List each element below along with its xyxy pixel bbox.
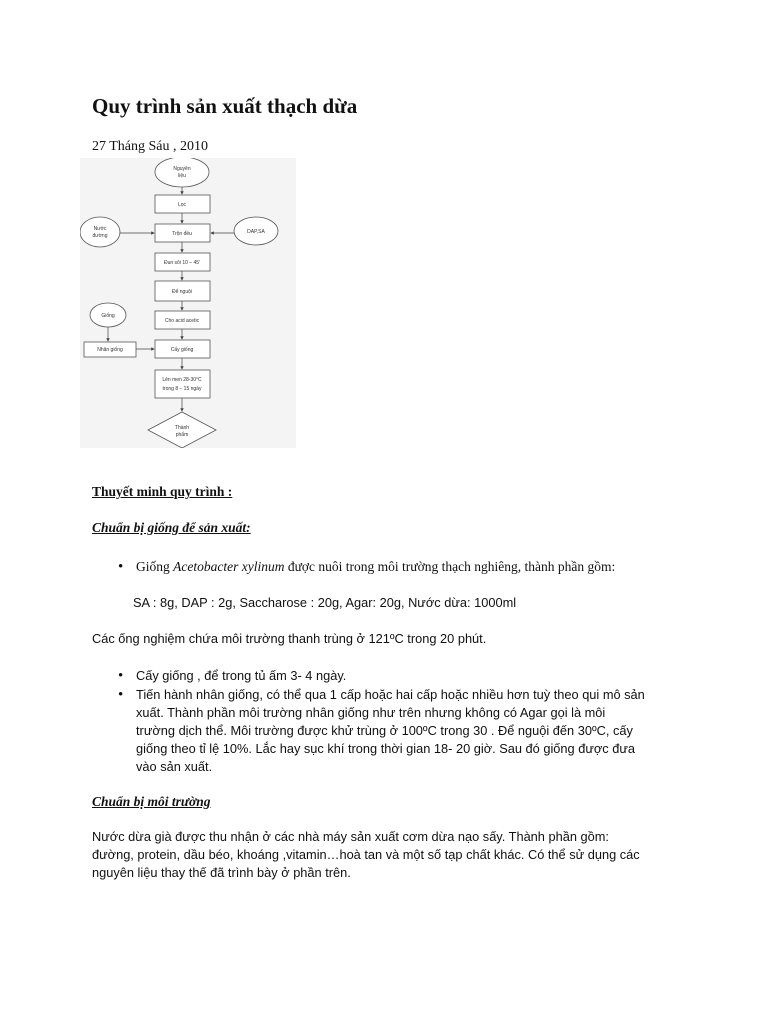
- section-heading-explanation: Thuyết minh quy trình :: [92, 484, 233, 499]
- node-ferment-shape: [155, 370, 210, 398]
- medium-paragraph: [92, 828, 640, 882]
- species-post: được nuôi trong môi trường thạch nghiêng, thành phần gồm:: [284, 559, 616, 574]
- node-acid-label: Cho acid acetic: [164, 318, 200, 324]
- node-ferment-label-2: trong 8 – 15 ngày: [162, 386, 202, 392]
- subheading-medium-prep: Chuẩn bị môi trường: [92, 794, 211, 809]
- medium-line-2: đường, protein, dầu béo, khoáng ,vitamin…hoà tan và một số tạp chất khác. Có thể sử dụng các: [92, 847, 640, 862]
- node-boil-label: Đun sôi 10 – 45': [164, 260, 200, 266]
- process-flowchart: [80, 158, 296, 448]
- sterilize-line: Các ống nghiệm chứa môi trường thanh trùng ở 121ºC trong 20 phút.: [92, 631, 487, 646]
- node-filter-label: Lọc: [177, 202, 187, 208]
- node-ferment-label-1: Lên men 28-30°C: [162, 377, 202, 383]
- bullet-dot-3: •: [118, 687, 124, 703]
- bullet-dot-1: •: [118, 559, 124, 575]
- node-dap-sa-label: DAP,SA: [247, 229, 265, 235]
- bullet-dot-2: •: [118, 668, 124, 684]
- species-name: Acetobacter xylinum: [173, 559, 285, 574]
- composition-line: SA : 8g, DAP : 2g, Saccharose : 20g, Agar: 20g, Nước dừa: 1000ml: [133, 595, 517, 610]
- medium-line-3: nguyên liệu thay thế đã trình bày ở phần trên.: [92, 865, 351, 880]
- subheading-seed-prep: Chuẩn bị giống để sản xuất:: [92, 520, 251, 535]
- publish-date: 27 Tháng Sáu , 2010: [92, 139, 209, 154]
- node-sugar-water-label-1: Nước: [93, 226, 107, 232]
- node-inoculate-label: Cấy giống: [170, 347, 194, 353]
- node-propagation-label: Nhân giống: [97, 347, 123, 353]
- bullet-item-incubate: Cấy giống , để trong tủ ấm 3- 4 ngày.: [136, 668, 347, 683]
- node-mix-label: Trộn đều: [172, 231, 192, 237]
- page-title: Quy trình sản xuất thạch dừa: [92, 94, 358, 118]
- bullet-item-species: [136, 558, 676, 576]
- node-seed-label: Giống: [101, 313, 115, 319]
- propagation-line-2: xuất. Thành phần môi trường nhân giống như trên nhưng không có Agar gọi là môi: [136, 705, 606, 720]
- node-raw-material-label-2: liệu: [178, 173, 186, 179]
- propagation-line-4: giống theo tỉ lệ 10%. Lắc hay sục khí trong thời gian 18- 20 giờ. Sau đó giống được đưa: [136, 741, 636, 756]
- propagation-line-5: vào sản xuất.: [136, 759, 213, 774]
- node-raw-material-label-1: Nguyên: [173, 166, 191, 172]
- node-product-label-2: phẩm: [175, 432, 189, 438]
- node-product-label-1: Thành: [174, 425, 190, 431]
- node-sugar-water-shape: [80, 217, 120, 247]
- species-pre: Giống: [136, 559, 174, 574]
- flowchart-svg: [80, 158, 296, 448]
- node-cool-label: Để nguội: [171, 289, 193, 295]
- bullet-item-propagation: [136, 686, 645, 776]
- propagation-line-1: Tiến hành nhân giống, có thể qua 1 cấp hoặc hai cấp hoặc nhiều hơn tuỳ theo qui mô sản: [136, 687, 645, 702]
- medium-line-1: Nước dừa già được thu nhận ở các nhà máy sản xuất cơm dừa nạo sấy. Thành phần gồm:: [92, 829, 609, 844]
- propagation-line-3: trường dịch thể. Môi trường được khử trùng ở 100ºC trong 30 . Để nguội đến 30ºC, cấy: [136, 723, 633, 738]
- node-sugar-water-label-2: đường: [92, 233, 108, 239]
